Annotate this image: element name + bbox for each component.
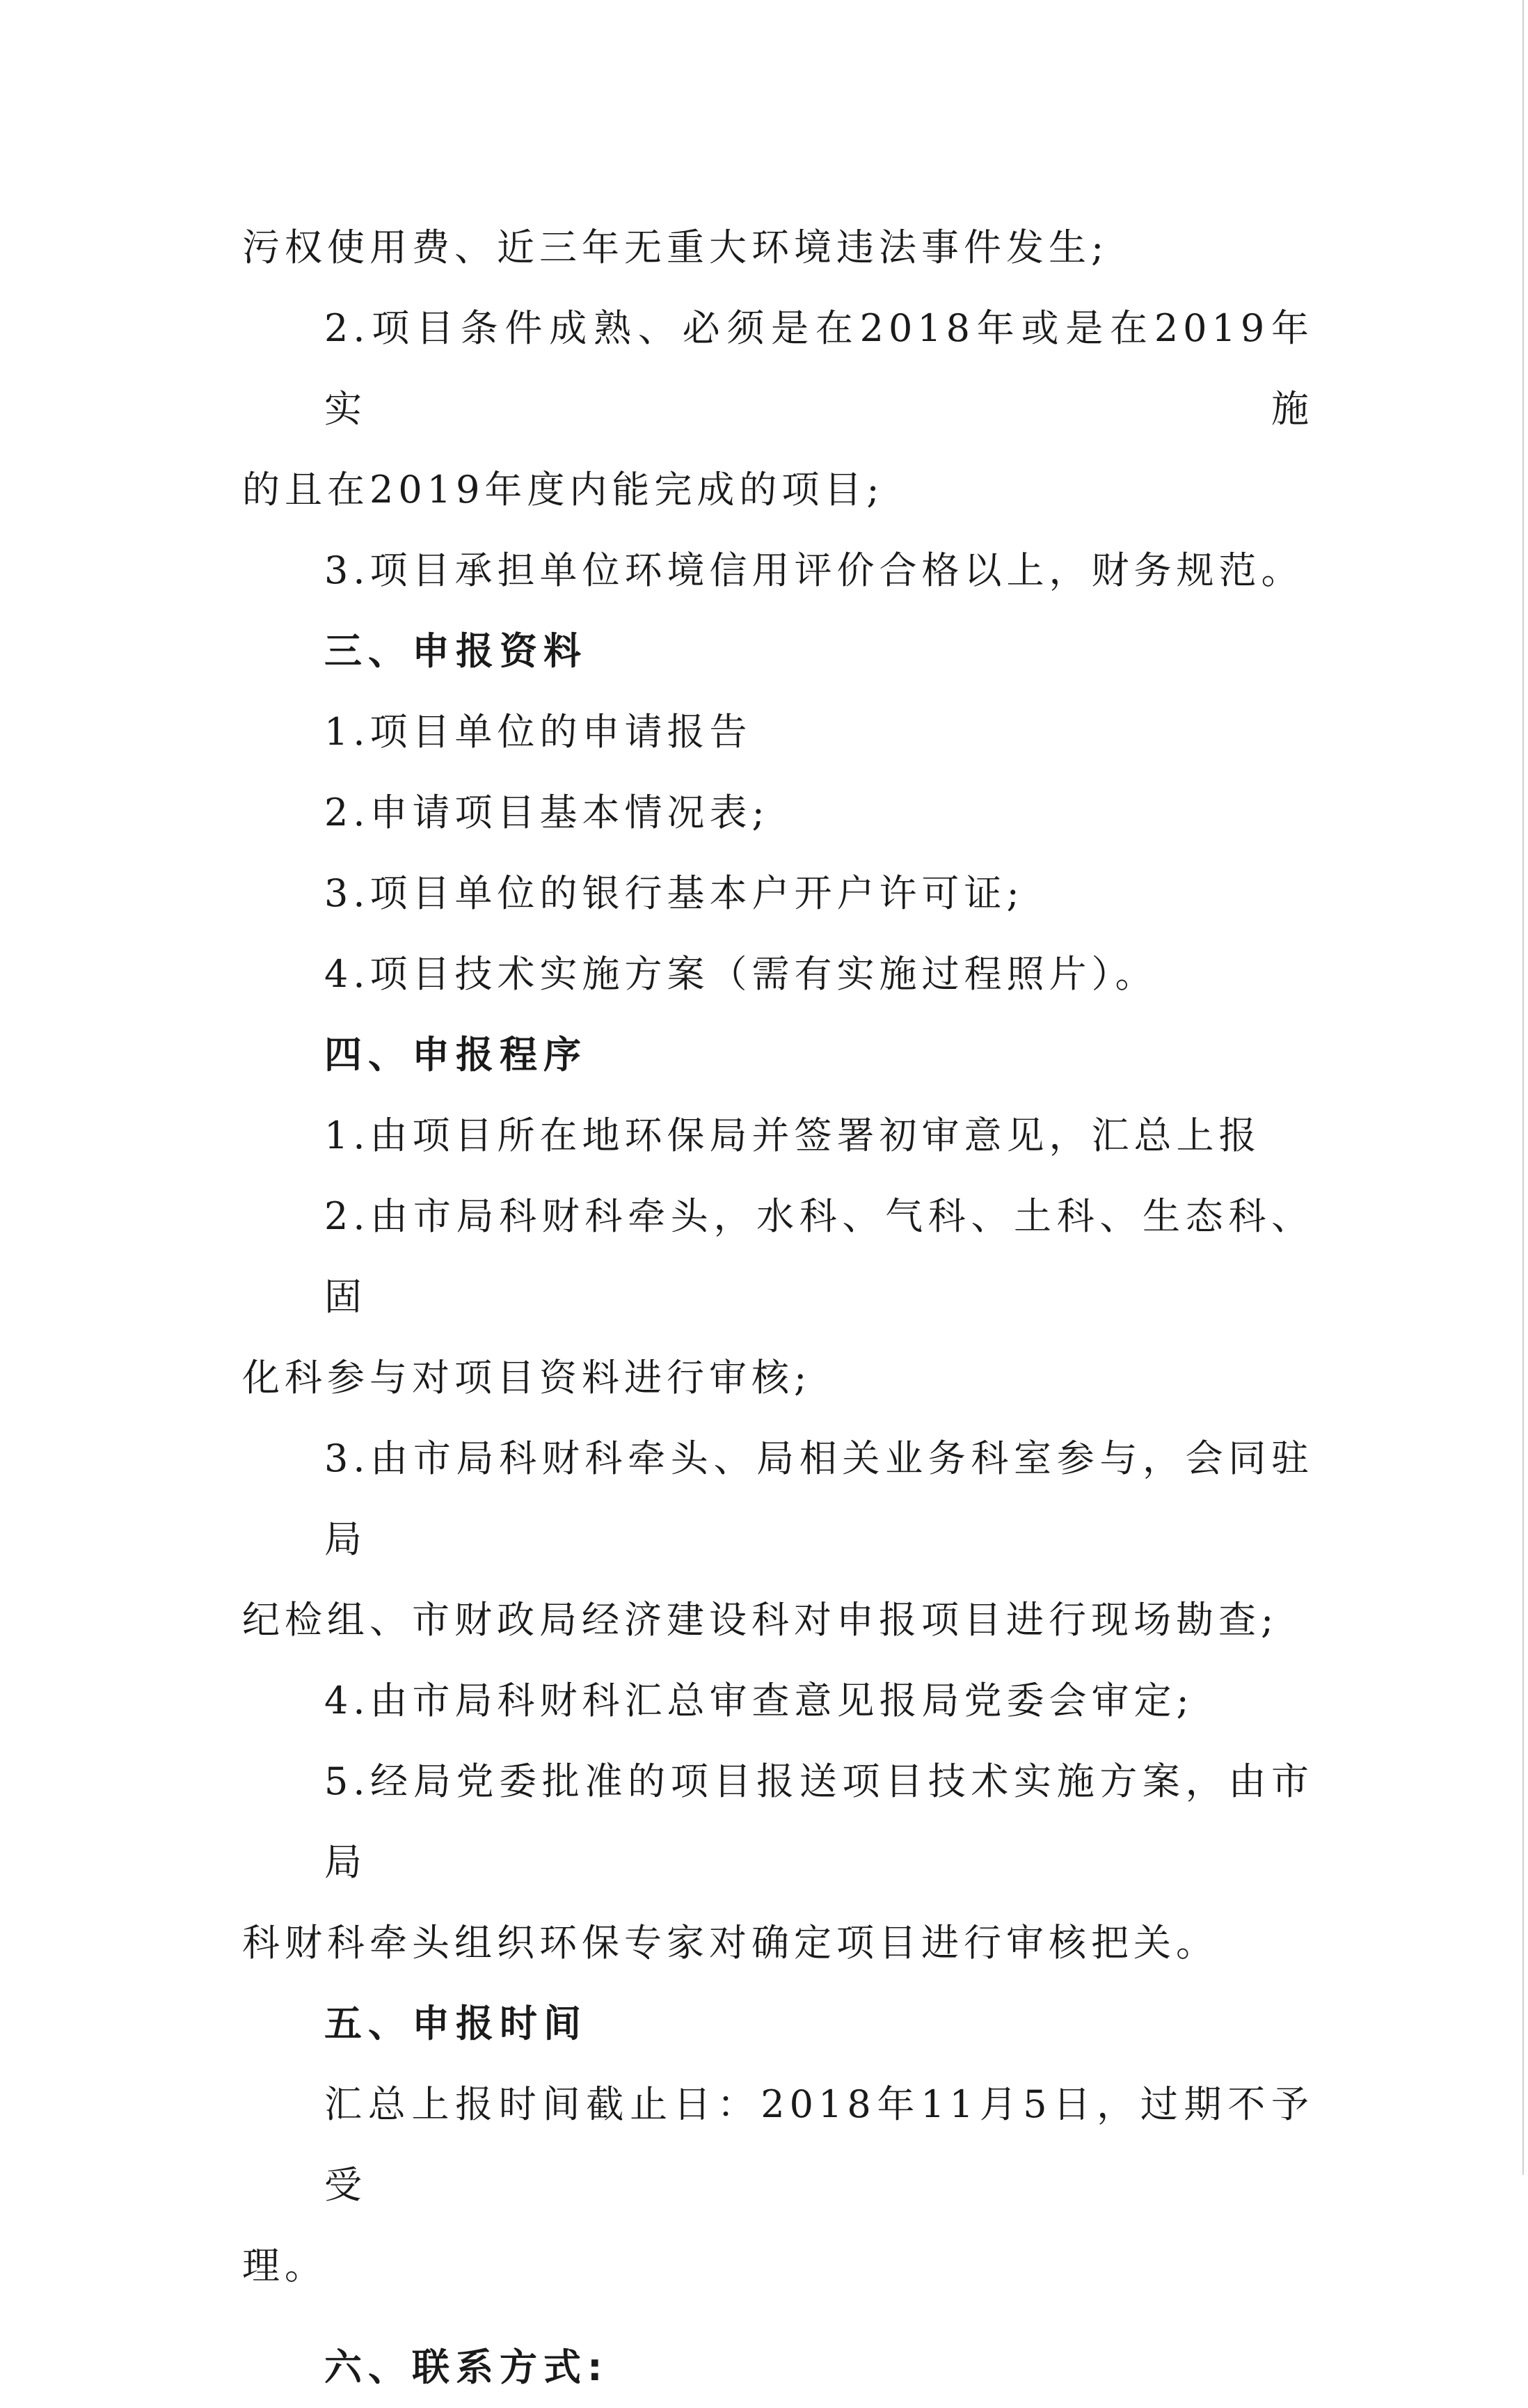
paragraph-line: 的且在2019年度内能完成的项目; [242, 468, 884, 512]
list-item: 1.由项目所在地环保局并签署初审意见，汇总上报 [324, 1114, 1262, 1157]
section-heading-4: 四、申报程序 [324, 1033, 587, 1077]
list-item: 4.项目技术实施方案（需有实施过程照片）。 [324, 952, 1158, 996]
scan-edge-line [1522, 0, 1524, 2175]
list-item: 1.项目单位的申请报告 [324, 710, 752, 754]
paragraph-line: 2.项目条件成熟、必须是在2018年或是在2019年实施 [324, 306, 1314, 431]
paragraph-line: 3.项目承担单位环境信用评价合格以上，财务规范。 [324, 548, 1304, 592]
list-item: 3.由市局科财科牵头、局相关业务科室参与，会同驻局 [324, 1436, 1314, 1561]
list-item: 2.由市局科财科牵头，水科、气科、土科、生态科、固 [324, 1194, 1314, 1319]
list-item: 5.经局党委批准的项目报送项目技术实施方案，由市局 [324, 1759, 1314, 1884]
paragraph-line: 汇总上报时间截止日：2018年11月5日，过期不予受 [324, 2082, 1314, 2207]
section-heading-5: 五、申报时间 [324, 2002, 587, 2045]
list-item-continued: 科财科牵头组织环保专家对确定项目进行审核把关。 [242, 1921, 1218, 1965]
list-item: 4.由市局科财科汇总审查意见报局党委会审定; [324, 1679, 1194, 1722]
list-item-continued: 纪检组、市财政局经济建设科对申报项目进行现场勘查; [242, 1598, 1279, 1642]
list-item: 3.项目单位的银行基本户开户许可证; [324, 871, 1024, 915]
paragraph-line: 污权使用费、近三年无重大环境违法事件发生; [242, 225, 1109, 269]
list-item-continued: 化科参与对项目资料进行审核; [242, 1356, 812, 1400]
paragraph-line-continued: 理。 [242, 2244, 327, 2288]
section-heading-3: 三、申报资料 [324, 629, 587, 673]
section-heading-6: 六、联系方式: [324, 2345, 609, 2389]
list-item: 2.申请项目基本情况表; [324, 791, 770, 834]
document-body [242, 207, 1314, 2408]
section-gap [242, 2306, 1314, 2327]
